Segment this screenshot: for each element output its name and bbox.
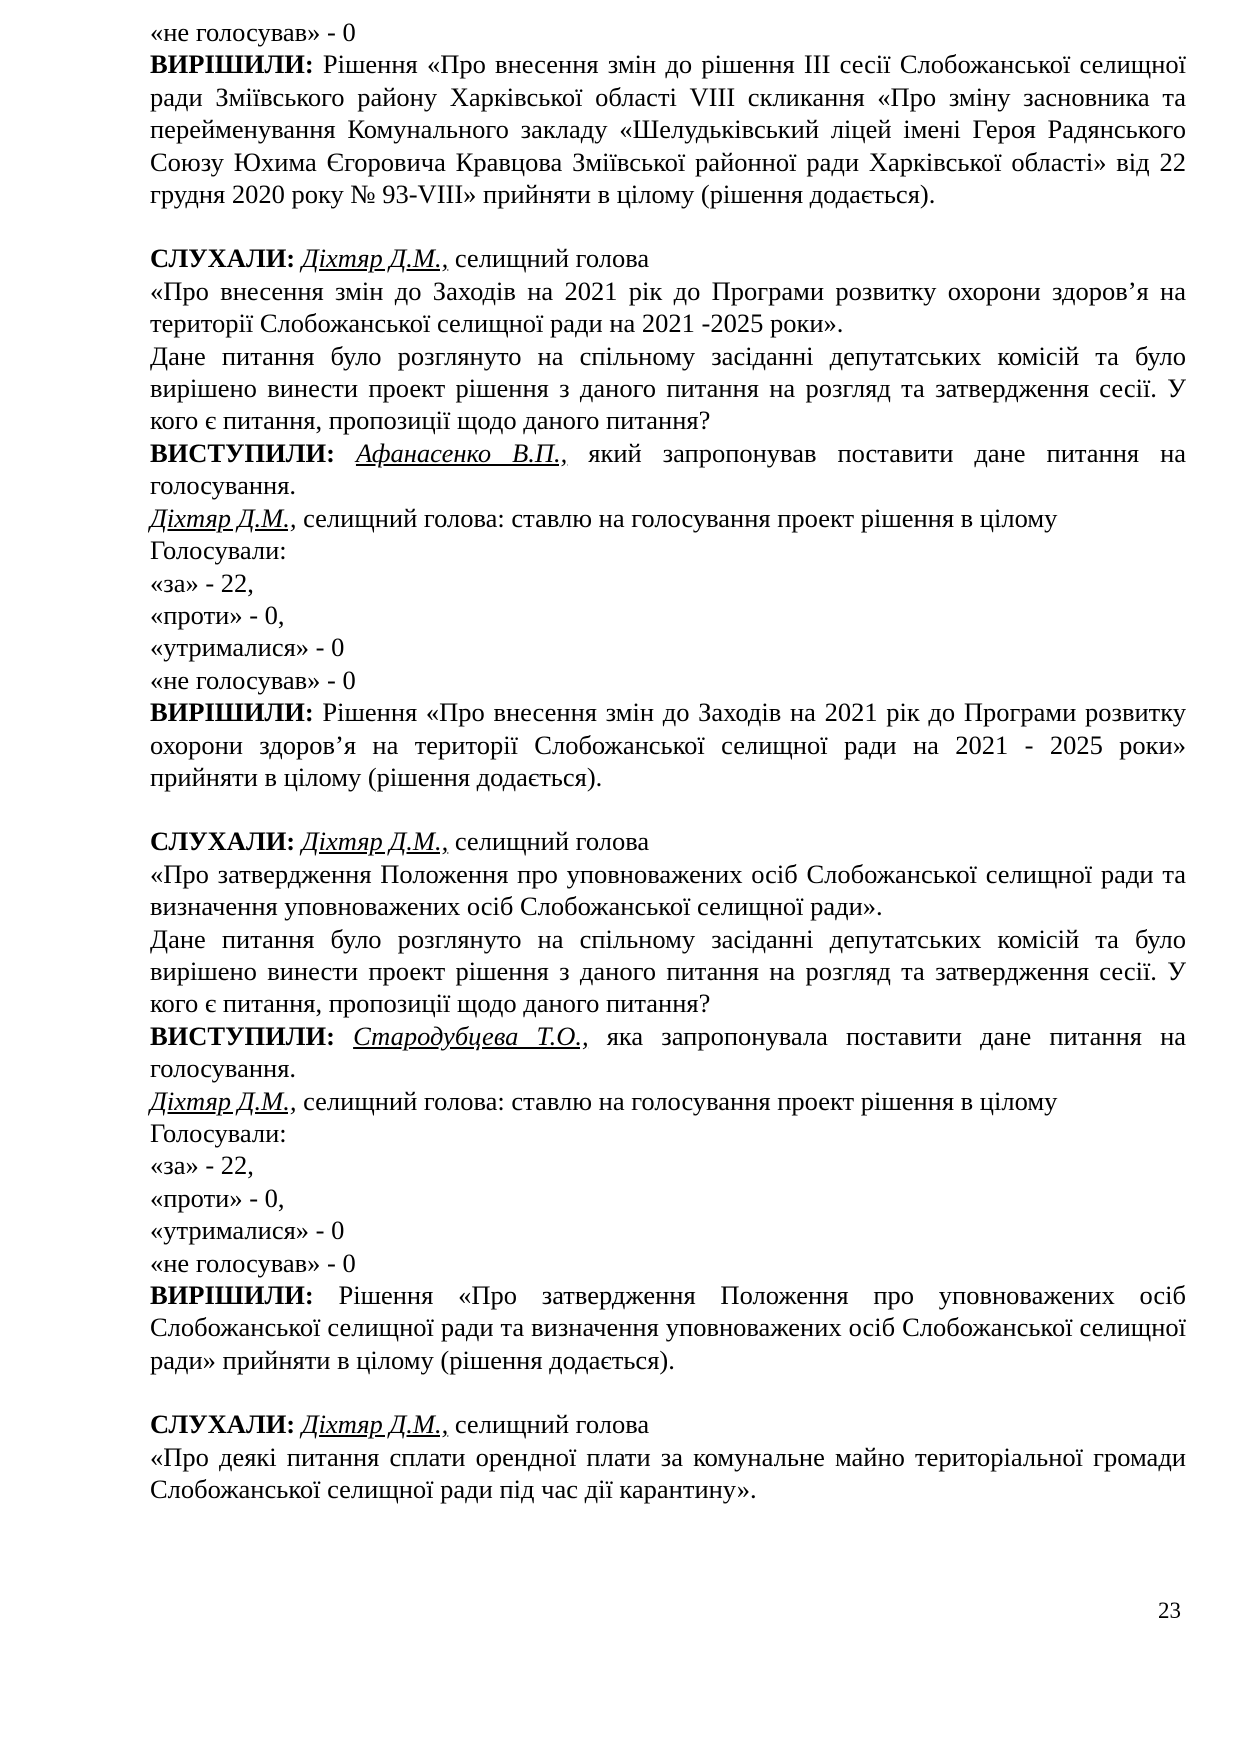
chair-name: Діхтяр Д.М.,: [150, 1085, 297, 1116]
decision-paragraph: [150, 696, 1186, 793]
chair-name: Діхтяр Д.М.,: [150, 502, 297, 533]
vote-abstained: «утрималися» - 0: [150, 1215, 345, 1246]
vote-against: «проти» - 0,: [150, 599, 285, 630]
spoke-label: ВИСТУПИЛИ:: [150, 437, 335, 468]
section-gap: [150, 1376, 1186, 1408]
vote-for: «за» - 22,: [150, 567, 254, 598]
agenda-topic: «Про внесення змін до Заходів на 2021 рік до Програми розвитку охорони здоров’я на території Слобожанської селищної ради на 2021 -2025 роки».: [150, 275, 1186, 339]
speaker-name: Діхтяр Д.М.,: [301, 243, 449, 274]
section-gap: [150, 793, 1186, 825]
chair-statement: [150, 502, 1186, 534]
heard-heading: [150, 1408, 1186, 1440]
decision-paragraph: [150, 1279, 1186, 1376]
commission-note: Дане питання було розглянуто на спільному засіданні депутатських комісій та було вирішено винести проект рішення з даного питання на розгляд та затвердження сесії. У кого є питання, пропозиції щодо даного питання?: [150, 923, 1186, 1019]
spoke-text: який запропонував поставити дане питання на голосування.: [150, 437, 1187, 501]
heard-label: СЛУХАЛИ:: [150, 243, 296, 274]
decision-label: ВИРІШИЛИ:: [150, 697, 314, 728]
heard-heading: [150, 825, 1186, 857]
decision-label: ВИРІШИЛИ:: [150, 1280, 314, 1311]
vote-not-voted: «не голосував» - 0: [150, 17, 356, 47]
spoke-paragraph: [150, 437, 1186, 502]
decision-text: Рішення «Про внесення змін до рішення ІІІ сесії Слобожанської селищної ради Зміївського району Харківської області VIII скликання «Про зміну засновника та перейменування Комунального закладу «Шелудьківський ліцей імені Героя Радянського Союзу Юхима Єгоровича Кравцова Зміївської районної ради Харківської області» від 22 грудня 2020 року № 93-VIII» прийняти в цілому (рішення додається).: [150, 49, 1186, 210]
voting-heading: Голосували:: [150, 535, 287, 566]
voting-heading: Голосували:: [150, 1118, 287, 1148]
commission-note: Дане питання було розглянуто на спільному засіданні депутатських комісій та було вирішено винести проект рішення з даного питання на розгляд та затвердження сесії. У кого є питання, пропозиції щодо даного питання?: [150, 340, 1186, 436]
chair-statement: [150, 1085, 1186, 1117]
page-number: 23: [1158, 1598, 1181, 1623]
heard-label: СЛУХАЛИ:: [150, 826, 296, 857]
vote-not-voted: «не голосував» - 0: [150, 664, 356, 695]
section-gap: [150, 210, 1186, 242]
speaker-role: селищний голова: [448, 1409, 650, 1440]
spoke-label: ВИСТУПИЛИ:: [150, 1020, 335, 1051]
decision-label: ВИРІШИЛИ:: [150, 49, 314, 80]
speaker-role: селищний голова: [448, 243, 650, 274]
decision-text: Рішення «Про затвердження Положення про уповноважених осіб Слобожанської селищної ради та визначення уповноважених осіб Слобожанської селищної ради» прийняти в цілому (рішення додається).: [150, 1280, 1186, 1375]
spoke-name: Стародубцева Т.О.,: [353, 1020, 589, 1051]
decision-paragraph: [150, 48, 1186, 210]
vote-for: «за» - 22,: [150, 1150, 254, 1181]
speaker-name: Діхтяр Д.М.,: [301, 826, 449, 857]
vote-not-voted: «не голосував» - 0: [150, 1247, 356, 1278]
chair-text: селищний голова: ставлю на голосування проект рішення в цілому: [296, 1085, 1058, 1116]
spoke-text: яка запропонувала поставити дане питання на голосування.: [150, 1020, 1187, 1084]
chair-text: селищний голова: ставлю на голосування проект рішення в цілому: [296, 502, 1058, 533]
agenda-topic: «Про затвердження Положення про уповноважених осіб Слобожанської селищної ради та визначення уповноважених осіб Слобожанської селищної ради».: [150, 858, 1186, 922]
heard-heading: [150, 242, 1186, 274]
decision-text: Рішення «Про внесення змін до Заходів на 2021 рік до Програми розвитку охорони здоров’я на території Слобожанської селищної ради на 2021 - 2025 роки» прийняти в цілому (рішення додається).: [150, 697, 1186, 792]
speaker-role: селищний голова: [448, 826, 650, 857]
speaker-name: Діхтяр Д.М.,: [301, 1409, 449, 1440]
vote-abstained: «утрималися» - 0: [150, 632, 345, 663]
spoke-name: Афанасенко В.П.,: [355, 437, 568, 468]
agenda-topic: «Про деякі питання сплати орендної плати за комунальне майно територіальної громади Слобожанської селищної ради під час дії карантину».: [150, 1441, 1186, 1505]
heard-label: СЛУХАЛИ:: [150, 1409, 296, 1440]
spoke-paragraph: [150, 1020, 1186, 1085]
document-page: [150, 16, 1186, 1505]
vote-against: «проти» - 0,: [150, 1182, 285, 1213]
